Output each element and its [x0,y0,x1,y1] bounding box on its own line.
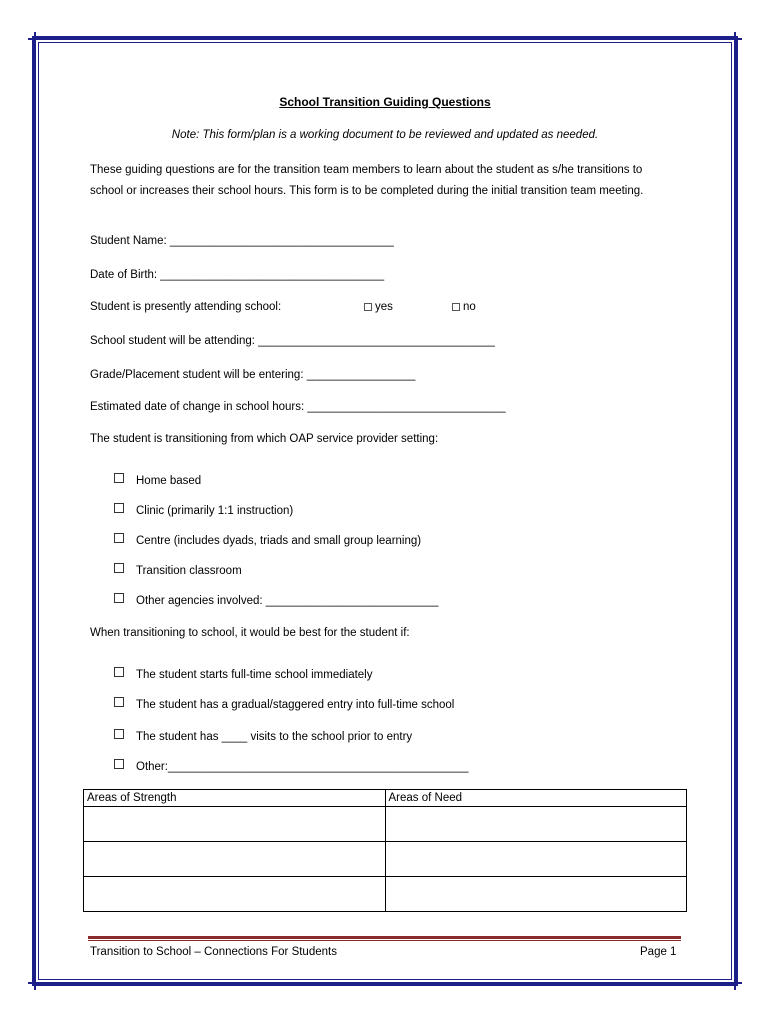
yes-checkbox[interactable] [364,303,372,311]
no-option[interactable] [452,300,476,314]
table-cell[interactable] [84,807,386,842]
transition-option-label: Other:_______________________________________________ [136,761,469,773]
table-header-need: Areas of Need [385,790,687,807]
transition-option-label: The student starts full-time school immediately [136,669,373,681]
oap-option-label: Clinic (primarily 1:1 instruction) [136,505,294,517]
transition-question: When transitioning to school, it would be best for the student if: [90,627,410,639]
table-cell[interactable] [385,807,687,842]
yes-label: yes [375,301,393,313]
school-field[interactable]: School student will be attending: _____________________________________ [90,335,495,347]
estimated-date-field[interactable]: Estimated date of change in school hours: _______________________________ [90,401,506,413]
transition-checkbox[interactable] [114,759,124,769]
oap-option-label: Transition classroom [136,565,242,577]
oap-question: The student is transitioning from which OAP service provider setting: [90,433,439,445]
table-cell[interactable] [385,842,687,877]
form-note: Note: This form/plan is a working document to be reviewed and updated as needed. [171,129,599,141]
transition-checkbox[interactable] [114,667,124,677]
corner-ornament [28,32,42,46]
table-row [84,842,687,877]
transition-checkbox[interactable] [114,697,124,707]
no-checkbox[interactable] [452,303,460,311]
dob-field[interactable]: Date of Birth: ___________________________________ [90,269,385,281]
grade-field[interactable]: Grade/Placement student will be entering: _________________ [90,369,416,381]
intro-paragraph: These guiding questions are for the transition team members to learn about the student as s/he transitions to school or increases their school hours. This form is to be completed during the initial transition team meeting. [90,164,644,197]
footer-rule [88,940,681,941]
oap-checkbox[interactable] [114,593,124,603]
table-row [84,807,687,842]
oap-checkbox[interactable] [114,473,124,483]
page-title: School Transition Guiding Questions [279,95,491,109]
corner-ornament [728,32,742,46]
table-cell[interactable] [385,877,687,912]
table-header-strength: Areas of Strength [84,790,386,807]
corner-ornament [28,976,42,990]
oap-option-label: Other agencies involved: ___________________________ [136,595,439,607]
strengths-needs-table [83,789,687,912]
no-label: no [463,301,476,313]
yes-option[interactable] [364,300,393,314]
student-name-field[interactable]: Student Name: ___________________________________ [90,235,394,247]
oap-option-label: Home based [136,475,202,487]
corner-ornament [728,976,742,990]
table-cell[interactable] [84,877,386,912]
table-cell[interactable] [84,842,386,877]
oap-checkbox[interactable] [114,563,124,573]
oap-checkbox[interactable] [114,503,124,513]
page-number: Page 1 [640,946,677,958]
oap-option-label: Centre (includes dyads, triads and small group learning) [136,535,422,547]
oap-checkbox[interactable] [114,533,124,543]
transition-option-label: The student has a gradual/staggered entry into full-time school [136,699,455,711]
attending-label: Student is presently attending school: [90,301,282,313]
table-row [84,877,687,912]
transition-checkbox[interactable] [114,729,124,739]
footer-title: Transition to School – Connections For Students [90,946,337,958]
transition-option-label: The student has ____ visits to the school prior to entry [136,731,413,743]
footer-rule [88,936,681,939]
